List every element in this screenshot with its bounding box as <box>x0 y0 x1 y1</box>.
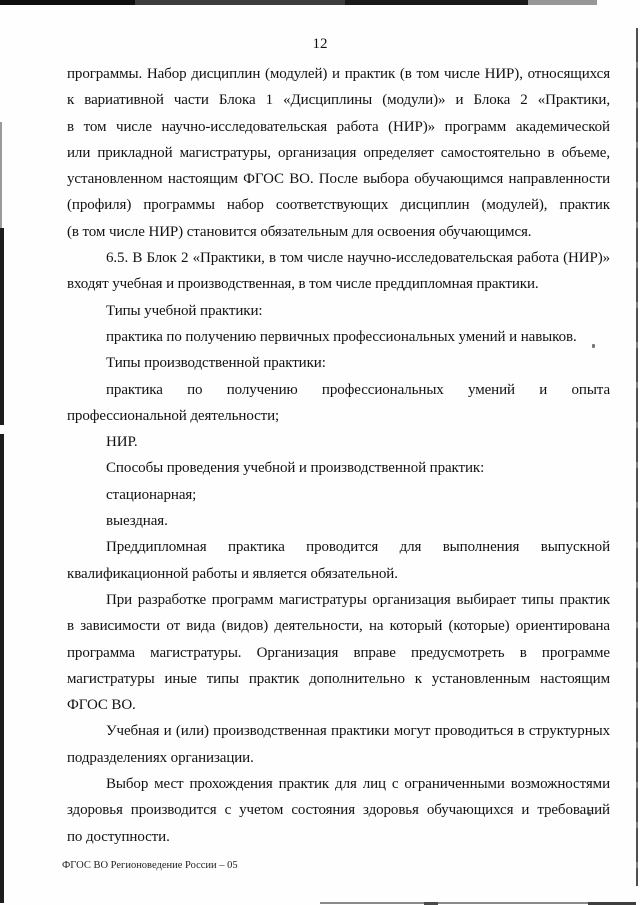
text-line: подразделениях организации. <box>67 749 254 766</box>
text-line: НИР. <box>106 434 138 451</box>
scan-edge-left-upper <box>0 122 2 230</box>
text-line: Учебная и (или) производственная практики могут проводиться в структурных <box>106 723 610 740</box>
text-line: Выбор мест прохождения практик для лиц с ограниченными возможностями <box>106 776 610 793</box>
text-line: к вариативной части Блока 1 «Дисциплины (модули)» и Блока 2 «Практики, <box>67 92 610 109</box>
text-line: профессиональной деятельности; <box>67 407 280 424</box>
text-line: Преддипломная практика проводится для выполнения выпускной <box>106 539 610 556</box>
text-line: практика по получению профессиональных умений и опыта <box>106 381 610 398</box>
text-line: в зависимости от вида (видов) деятельности, на который (которые) ориентирована <box>67 618 610 635</box>
footer-label: ФГОС ВО Регионоведение России – 05 <box>62 860 238 871</box>
text-line: входят учебная и производственная, в том числе преддипломная практики. <box>67 276 539 293</box>
text-line: практика по получению первичных профессиональных умений и навыков. <box>106 328 577 345</box>
text-line: программа магистратуры. Организация вправе предусмотреть в программе <box>67 644 610 661</box>
text-line: квалификационной работы и является обязательной. <box>67 565 398 582</box>
text-line: Типы производственной практики: <box>106 355 326 372</box>
text-line: установленном настоящим ФГОС ВО. После выбора обучающимся направленности <box>67 171 610 188</box>
scan-edge-left <box>0 228 4 903</box>
text-line: (в том числе НИР) становится обязательным для освоения обучающимся. <box>67 223 532 240</box>
text-line: При разработке программ магистратуры организация выбирает типы практик <box>106 591 610 608</box>
text-line: магистратуры иные типы практик дополнительно к установленным настоящим <box>67 670 610 687</box>
text-line: ФГОС ВО. <box>67 697 136 714</box>
text-line: стационарная; <box>106 486 197 503</box>
scan-edge-right <box>636 28 638 886</box>
text-line: здоровья производится с учетом состояния здоровья обучающихся и требований <box>67 802 610 819</box>
text-line: 6.5. В Блок 2 «Практики, в том числе научно-исследовательская работа (НИР)» <box>106 250 610 267</box>
text-line: в том числе научно-исследовательская работа (НИР)» программ академической <box>67 118 610 135</box>
text-line: Типы учебной практики: <box>106 302 263 319</box>
text-line: по доступности. <box>67 828 170 845</box>
page-number: 12 <box>312 36 328 52</box>
scan-edge-bottom-dark <box>588 902 636 905</box>
text-line: выездная. <box>106 513 168 530</box>
page-body-text <box>67 61 610 850</box>
text-line: (профиля) программы набор соответствующих дисциплин (модулей), практик <box>67 197 610 214</box>
text-line: или прикладной магистратуры, организация определяет самостоятельно в объеме, <box>67 144 610 161</box>
scan-edge-top <box>0 0 640 5</box>
text-line: программы. Набор дисциплин (модулей) и практик (в том числе НИР), относящихся <box>67 66 610 82</box>
text-line: Способы проведения учебной и производственной практик: <box>106 460 485 477</box>
scan-edge-bottom-dot <box>424 902 438 905</box>
scan-edge-left-notch <box>0 425 5 434</box>
